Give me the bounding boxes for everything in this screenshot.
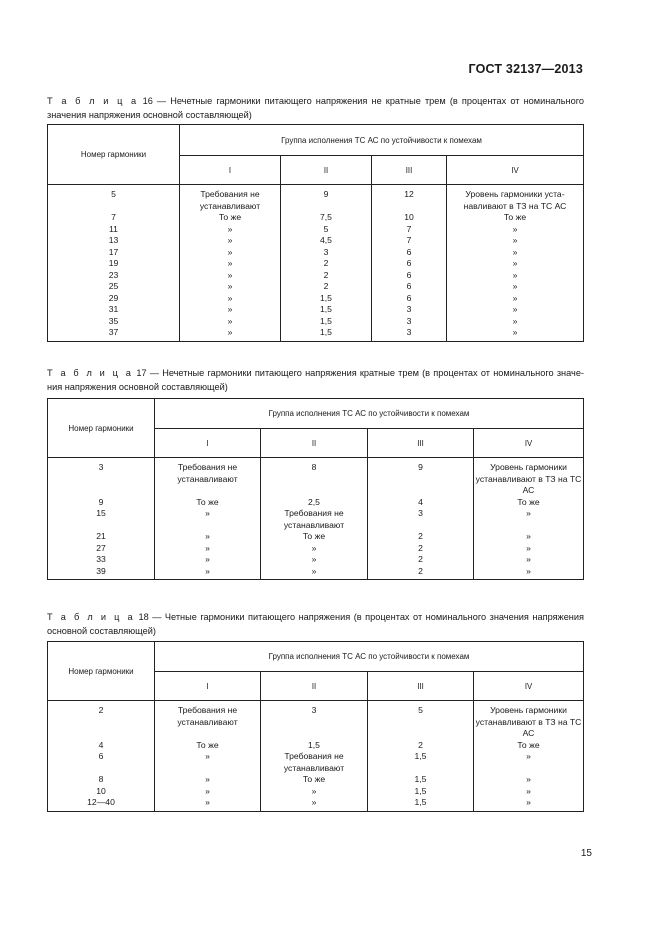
subheader-iii: III: [368, 429, 474, 458]
table-row: [48, 497, 584, 509]
group-iv-value: »: [447, 293, 584, 305]
group-iv-value: »: [474, 797, 584, 811]
group-iii-value: 2: [368, 566, 474, 580]
group-iii-value: 12: [372, 185, 447, 213]
harmonic-number: 13: [48, 235, 180, 247]
group-i-value: »: [180, 270, 281, 282]
group-i-value: »: [155, 751, 261, 774]
group-i-value: »: [180, 235, 281, 247]
group-iv-value: »: [447, 281, 584, 293]
group-iv-value: »: [474, 774, 584, 786]
subheader-i: I: [180, 156, 281, 185]
group-i-value: »: [155, 786, 261, 798]
group-i-value: »: [180, 281, 281, 293]
harmonic-number: 11: [48, 224, 180, 236]
group-ii-value: »: [261, 543, 368, 555]
group-iv-value: »: [447, 247, 584, 259]
harmonic-number: 4: [48, 740, 155, 752]
group-iv-value: »: [447, 224, 584, 236]
subheader-ii: II: [261, 672, 368, 701]
caption-label: Т а б л и ц а: [47, 96, 139, 106]
table-row: [48, 797, 584, 811]
table-row: [48, 751, 584, 774]
table-row: [48, 543, 584, 555]
group-ii-value: 2: [281, 258, 372, 270]
table-18: [47, 641, 584, 812]
group-ii-value: 3: [281, 247, 372, 259]
table-17: [47, 398, 584, 580]
page-number: 15: [580, 848, 592, 859]
harmonic-number: 35: [48, 316, 180, 328]
harmonic-number: 21: [48, 531, 155, 543]
group-header: Группа исполнения ТС АС по устойчивости к помехам: [155, 642, 584, 672]
harmonic-number: 3: [48, 458, 155, 497]
group-ii-value: То же: [261, 531, 368, 543]
group-iv-value: Уровень гармоники устанавливают в ТЗ на ТС АС: [474, 701, 584, 740]
table-row: [48, 258, 584, 270]
subheader-i: I: [155, 429, 261, 458]
group-i-value: »: [180, 224, 281, 236]
harmonic-number: 33: [48, 554, 155, 566]
caption-text: 17 — Нечетные гармоники питающего напряжения кратные трем (в процентах от номинального значе-ния напряжения основной составляющей): [47, 368, 584, 392]
group-i-value: »: [180, 316, 281, 328]
group-i-value: »: [155, 797, 261, 811]
caption-label: Т а б л и ц а: [47, 368, 134, 378]
table-row: [48, 270, 584, 282]
group-iv-value: Уровень гармоники устанавливают в ТЗ на ТС АС: [474, 458, 584, 497]
group-iii-value: 7: [372, 224, 447, 236]
harmonic-number: 17: [48, 247, 180, 259]
harmonic-number: 8: [48, 774, 155, 786]
group-i-value: »: [155, 508, 261, 531]
group-iii-value: 6: [372, 247, 447, 259]
group-ii-value: »: [261, 786, 368, 798]
group-i-value: »: [180, 247, 281, 259]
group-i-value: »: [180, 304, 281, 316]
group-ii-value: 9: [281, 185, 372, 213]
group-iv-value: »: [474, 554, 584, 566]
table-row: [48, 327, 584, 341]
group-i-value: Требования не устанавливают: [155, 701, 261, 740]
harmonic-number: 2: [48, 701, 155, 740]
col-header-harmonic: Номер гармоники: [48, 399, 155, 458]
group-i-value: Требования не устанавливают: [180, 185, 281, 213]
table-row: [48, 224, 584, 236]
group-header: Группа исполнения ТС АС по устойчивости к помехам: [155, 399, 584, 429]
group-iv-value: То же: [474, 497, 584, 509]
group-i-value: »: [155, 543, 261, 555]
group-i-value: »: [155, 554, 261, 566]
harmonic-number: 27: [48, 543, 155, 555]
group-ii-value: 1,5: [281, 316, 372, 328]
harmonic-number: 6: [48, 751, 155, 774]
harmonic-number: 25: [48, 281, 180, 293]
table-row: [48, 281, 584, 293]
group-ii-value: »: [261, 554, 368, 566]
group-iii-value: 6: [372, 270, 447, 282]
group-i-value: »: [155, 774, 261, 786]
subheader-iv: IV: [474, 429, 584, 458]
table-row: [48, 554, 584, 566]
group-iv-value: »: [474, 543, 584, 555]
group-iv-value: »: [447, 235, 584, 247]
subheader-iii: III: [372, 156, 447, 185]
table-row: [48, 247, 584, 259]
group-iv-value: »: [447, 316, 584, 328]
group-ii-value: 1,5: [281, 304, 372, 316]
group-ii-value: »: [261, 797, 368, 811]
group-i-value: То же: [155, 740, 261, 752]
group-ii-value: 1,5: [281, 293, 372, 305]
group-i-value: »: [155, 566, 261, 580]
group-iv-value: »: [447, 270, 584, 282]
col-header-harmonic: Номер гармоники: [48, 642, 155, 701]
table-18-caption: [47, 611, 584, 638]
harmonic-number: 23: [48, 270, 180, 282]
table-17-caption: [47, 367, 584, 394]
table-row: [48, 566, 584, 580]
group-iii-value: 6: [372, 293, 447, 305]
standard-number: ГОСТ 32137—2013: [468, 62, 583, 76]
table-16-caption: [47, 95, 584, 122]
group-iii-value: 1,5: [368, 797, 474, 811]
table-18-body: [48, 701, 584, 812]
group-iii-value: 3: [372, 327, 447, 341]
group-iv-value: »: [447, 327, 584, 341]
group-iv-value: »: [474, 531, 584, 543]
subheader-iv: IV: [474, 672, 584, 701]
harmonic-number: 19: [48, 258, 180, 270]
group-ii-value: 1,5: [261, 740, 368, 752]
group-iv-value: То же: [447, 212, 584, 224]
harmonic-number: 31: [48, 304, 180, 316]
table-row: [48, 786, 584, 798]
caption-text: 16 — Нечетные гармоники питающего напряжения не кратные трем (в процентах от номинального значения напряжения основной составляющей): [47, 96, 584, 120]
group-iii-value: 1,5: [368, 751, 474, 774]
group-iii-value: 9: [368, 458, 474, 497]
group-iii-value: 2: [368, 531, 474, 543]
group-iii-value: 7: [372, 235, 447, 247]
table-row: [48, 293, 584, 305]
harmonic-number: 12—40: [48, 797, 155, 811]
subheader-ii: II: [261, 429, 368, 458]
group-i-value: »: [155, 531, 261, 543]
subheader-ii: II: [281, 156, 372, 185]
group-i-value: »: [180, 293, 281, 305]
group-i-value: »: [180, 327, 281, 341]
group-iv-value: »: [474, 751, 584, 774]
table-row: [48, 774, 584, 786]
harmonic-number: 5: [48, 185, 180, 213]
table-row: [48, 458, 584, 497]
table-row: [48, 316, 584, 328]
group-iii-value: 2: [368, 543, 474, 555]
table-row: [48, 701, 584, 740]
group-ii-value: »: [261, 566, 368, 580]
harmonic-number: 10: [48, 786, 155, 798]
group-iii-value: 10: [372, 212, 447, 224]
table-row: [48, 740, 584, 752]
group-iv-value: »: [474, 566, 584, 580]
harmonic-number: 37: [48, 327, 180, 341]
group-ii-value: Требования не устанавливают: [261, 751, 368, 774]
group-ii-value: 5: [281, 224, 372, 236]
group-i-value: »: [180, 258, 281, 270]
group-ii-value: 7,5: [281, 212, 372, 224]
table-row: [48, 212, 584, 224]
group-i-value: Требования не устанавливают: [155, 458, 261, 497]
subheader-iv: IV: [447, 156, 584, 185]
group-iii-value: 6: [372, 258, 447, 270]
table-17-body: [48, 458, 584, 580]
group-iii-value: 3: [368, 508, 474, 531]
table-row: [48, 304, 584, 316]
group-iv-value: »: [447, 258, 584, 270]
group-ii-value: 3: [261, 701, 368, 740]
group-ii-value: 2: [281, 281, 372, 293]
table-row: [48, 185, 584, 213]
subheader-iii: III: [368, 672, 474, 701]
table-16: [47, 124, 584, 342]
group-iii-value: 6: [372, 281, 447, 293]
group-ii-value: 4,5: [281, 235, 372, 247]
group-ii-value: 2: [281, 270, 372, 282]
harmonic-number: 9: [48, 497, 155, 509]
caption-text: 18 — Четные гармоники питающего напряжения (в процентах от номинального значения напряжения основной составляющей): [47, 612, 584, 636]
group-iii-value: 5: [368, 701, 474, 740]
group-iv-value: »: [474, 508, 584, 531]
group-header: Группа исполнения ТС АС по устойчивости к помехам: [180, 125, 584, 156]
group-ii-value: 2,5: [261, 497, 368, 509]
table-row: [48, 508, 584, 531]
harmonic-number: 29: [48, 293, 180, 305]
harmonic-number: 15: [48, 508, 155, 531]
group-ii-value: Требования не устанавливают: [261, 508, 368, 531]
group-ii-value: 8: [261, 458, 368, 497]
table-row: [48, 235, 584, 247]
caption-label: Т а б л и ц а: [47, 612, 135, 622]
table-row: [48, 531, 584, 543]
group-ii-value: 1,5: [281, 327, 372, 341]
harmonic-number: 7: [48, 212, 180, 224]
group-iv-value: »: [447, 304, 584, 316]
group-iv-value: То же: [474, 740, 584, 752]
subheader-i: I: [155, 672, 261, 701]
group-i-value: То же: [155, 497, 261, 509]
group-iv-value: »: [474, 786, 584, 798]
group-iii-value: 2: [368, 554, 474, 566]
group-iv-value: Уровень гармоники уста-навливают в ТЗ на ТС АС: [447, 185, 584, 213]
table-16-body: [48, 185, 584, 342]
group-iii-value: 3: [372, 304, 447, 316]
group-iii-value: 3: [372, 316, 447, 328]
harmonic-number: 39: [48, 566, 155, 580]
group-iii-value: 1,5: [368, 786, 474, 798]
col-header-harmonic: Номер гармоники: [48, 125, 180, 185]
group-iii-value: 1,5: [368, 774, 474, 786]
group-iii-value: 2: [368, 740, 474, 752]
group-iii-value: 4: [368, 497, 474, 509]
group-i-value: То же: [180, 212, 281, 224]
group-ii-value: То же: [261, 774, 368, 786]
